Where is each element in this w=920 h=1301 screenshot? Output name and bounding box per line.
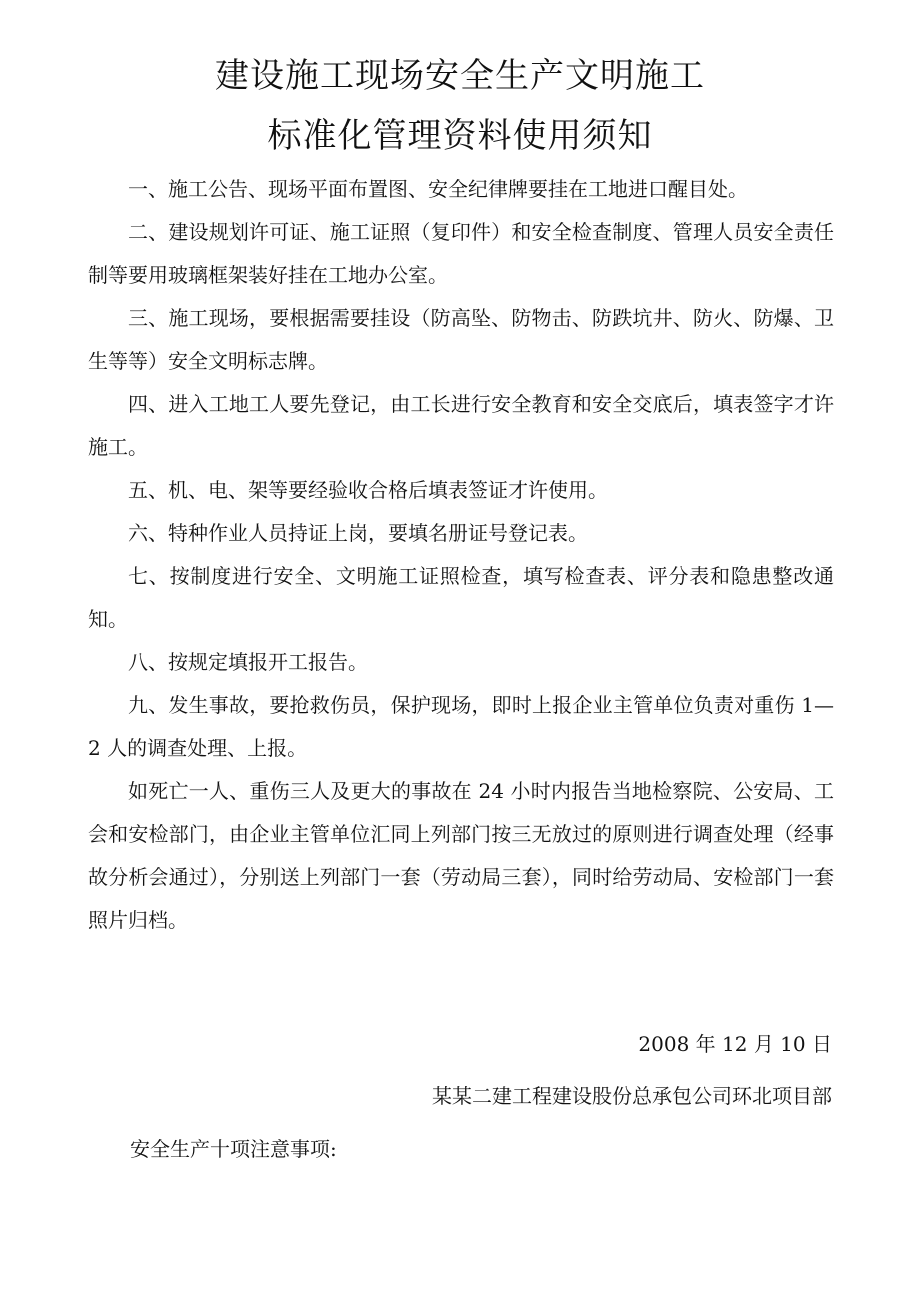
paragraph-item-9: 九、发生事故，要抢救伤员，保护现场，即时上报企业主管单位负责对重伤 1—2 人的调查处理、上报。 xyxy=(88,693,834,760)
paragraph-item-2: 二、建设规划许可证、施工证照（复印件）和安全检查制度、管理人员安全责任制等要用玻璃框架装好挂在工地办公室。 xyxy=(88,220,834,287)
document-date: 2008 年 12 月 10 日 xyxy=(638,1032,832,1056)
document-body xyxy=(88,168,834,942)
paragraph-item-1: 一、施工公告、现场平面布置图、安全纪律牌要挂在工地进口醒目处。 xyxy=(128,177,748,201)
paragraph-item-4: 四、进入工地工人要先登记，由工长进行安全教育和安全交底后，填表签字才许施工。 xyxy=(88,392,834,459)
paragraph-item-3: 三、施工现场，要根据需要挂设（防高坠、防物击、防跌坑井、防火、防爆、卫生等等）安全文明标志牌。 xyxy=(88,306,834,373)
paragraph-item-7: 七、按制度进行安全、文明施工证照检查，填写检查表、评分表和隐患整改通知。 xyxy=(88,564,834,631)
document-title-line-2: 标准化管理资料使用须知 xyxy=(267,116,653,156)
paragraph-item-5: 五、机、电、架等要经验收合格后填表签证才许使用。 xyxy=(128,478,608,502)
issuing-organization: 某某二建工程建设股份总承包公司环北项目部 xyxy=(432,1084,832,1108)
paragraph-accident-reporting: 如死亡一人、重伤三人及更大的事故在 24 小时内报告当地检察院、公安局、工会和安检部门，由企业主管单位汇同上列部门按三无放过的原则进行调查处理（经事故分析会通过），分别送上列部门一套（劳动局三套），同时给劳动局、安检部门一套照片归档。 xyxy=(88,779,834,932)
paragraph-item-8: 八、按规定填报开工报告。 xyxy=(128,650,368,674)
document-title-line-1: 建设施工现场安全生产文明施工 xyxy=(215,56,705,96)
paragraph-item-6: 六、特种作业人员持证上岗，要填名册证号登记表。 xyxy=(128,521,588,545)
safety-notes-heading: 安全生产十项注意事项: xyxy=(130,1137,337,1161)
